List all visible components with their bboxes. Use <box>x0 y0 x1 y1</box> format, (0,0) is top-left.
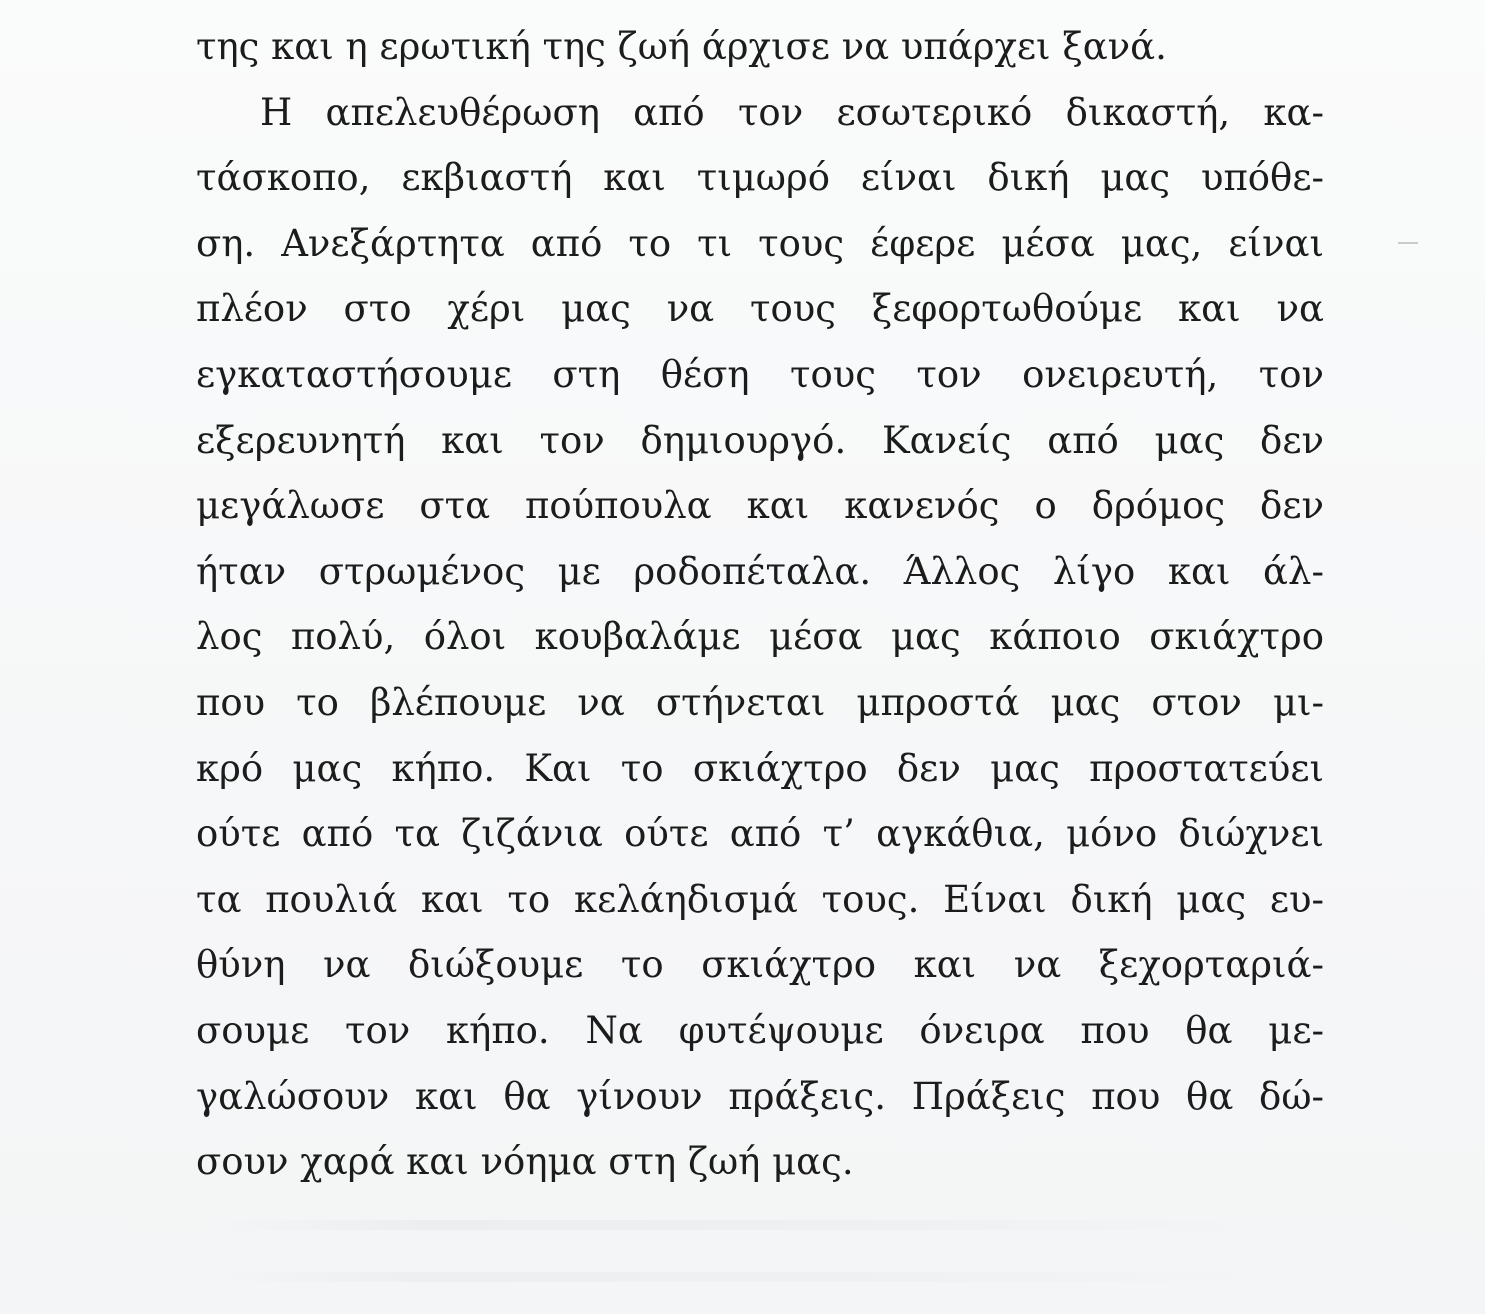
body-text <box>196 14 1324 1195</box>
text-line: πλέον στο χέρι μας να τους ξεφορτωθούμε και να <box>196 287 1324 331</box>
text-line: εξερευνητή και τον δημιουργό. Κανείς από μας δεν <box>196 418 1324 462</box>
text-line: μεγάλωσε στα πούπουλα και κανενός ο δρόμος δεν <box>196 484 1324 528</box>
text-line: σουμε τον κήπο. Να φυτέψουμε όνειρα που θα με- <box>196 1008 1324 1052</box>
bleed-through-shadow <box>210 1220 1290 1230</box>
text-line: θύνη να διώξουμε το σκιάχτρο και να ξεχορταριά- <box>196 943 1324 987</box>
text-line: ση. Ανεξάρτητα από το τι τους έφερε μέσα μας, είναι <box>196 221 1324 265</box>
scan-mark <box>1398 242 1418 244</box>
text-line: που το βλέπουμε να στήνεται μπροστά μας στον μι- <box>196 680 1324 724</box>
text-line: τα πουλιά και το κελάηδισμά τους. Είναι δική μας ευ- <box>196 877 1324 921</box>
text-line: γαλώσουν και θα γίνουν πράξεις. Πράξεις που θα δώ- <box>196 1074 1324 1118</box>
text-line: λος πολύ, όλοι κουβαλάμε μέσα μας κάποιο σκιάχτρο <box>196 615 1324 659</box>
text-line: τάσκοπο, εκβιαστή και τιμωρό είναι δική μας υπόθε- <box>196 156 1324 200</box>
paragraph-last-line: σουν χαρά και νόημα στη ζωή μας. <box>196 1140 854 1184</box>
text-line: εγκαταστήσουμε στη θέση τους τον ονειρευτή, τον <box>196 352 1324 396</box>
paragraph-first-line: Η απελευθέρωση από τον εσωτερικό δικαστή, κα- <box>260 90 1324 134</box>
text-line: ούτε από τα ζιζάνια ούτε από τ’ αγκάθια, μόνο διώχνει <box>196 812 1324 856</box>
text-line: ήταν στρωμένος με ροδοπέταλα. Άλλος λίγο και άλ- <box>196 549 1324 593</box>
text-line: κρό μας κήπο. Και το σκιάχτρο δεν μας προστατεύει <box>196 746 1324 790</box>
bleed-through-shadow <box>210 1272 1290 1282</box>
text-line: της και η ερωτική της ζωή άρχισε να υπάρχει ξανά. <box>196 25 1167 68</box>
